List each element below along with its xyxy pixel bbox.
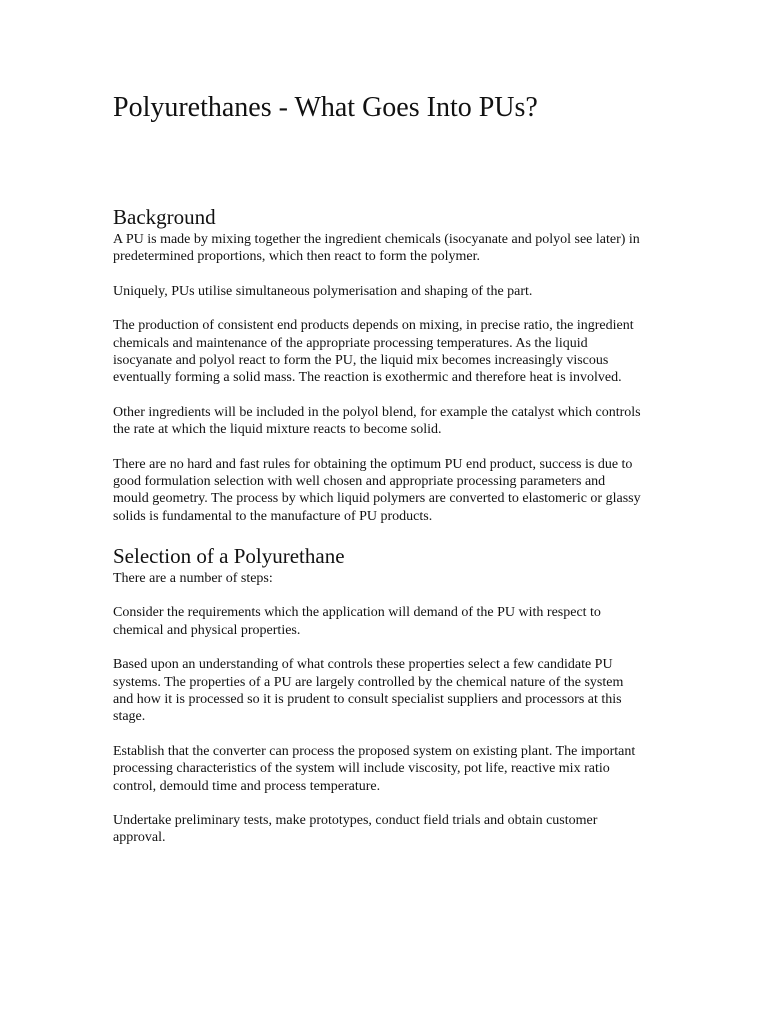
paragraph: Uniquely, PUs utilise simultaneous polymerisation and shaping of the part. (113, 283, 533, 299)
section-selection (113, 542, 643, 864)
paragraph: Consider the requirements which the application will demand of the PU with respect to chemical and physical properties. (113, 605, 601, 638)
section-heading: Background (113, 205, 216, 229)
paragraph: There are no hard and fast rules for obtaining the optimum PU end product, success is due to good formulation selection with well chosen and appropriate processing parameters and mould geometry. The process by which liquid polymers are converted to elastomeric or glassy solids is fundamental to the manufacture of PU products. (113, 456, 641, 524)
paragraph: The production of consistent end products depends on mixing, in precise ratio, the ingredient chemicals and maintenance of the appropriate processing temperatures. As the liquid isocyanate and polyol react to form the PU, the liquid mix becomes increasingly viscous eventually forming a solid mass. The reaction is exothermic and therefore heat is involved. (113, 318, 634, 386)
paragraph: There are a number of steps: (113, 571, 273, 586)
section-heading: Selection of a Polyurethane (113, 544, 345, 568)
paragraph: Based upon an understanding of what controls these properties select a few candidate PU systems. The properties of a PU are largely controlled by the chemical nature of the system and how it is processed so it is prudent to consult specialist suppliers and processors at this stage. (113, 657, 624, 725)
paragraph: Undertake preliminary tests, make prototypes, conduct field trials and obtain customer approval. (113, 813, 598, 846)
paragraph: A PU is made by mixing together the ingredient chemicals (isocyanate and polyol see later) in predetermined proportions, which then react to form the polymer. (113, 232, 640, 265)
section-background (113, 203, 643, 542)
document-title: Polyurethanes - What Goes Into PUs? (113, 92, 538, 123)
paragraph: Establish that the converter can process the proposed system on existing plant. The important processing characteristics of the system will include viscosity, pot life, reactive mix ratio control, demould time and process temperature. (113, 743, 636, 794)
paragraph: Other ingredients will be included in the polyol blend, for example the catalyst which controls the rate at which the liquid mixture reacts to become solid. (113, 404, 641, 438)
